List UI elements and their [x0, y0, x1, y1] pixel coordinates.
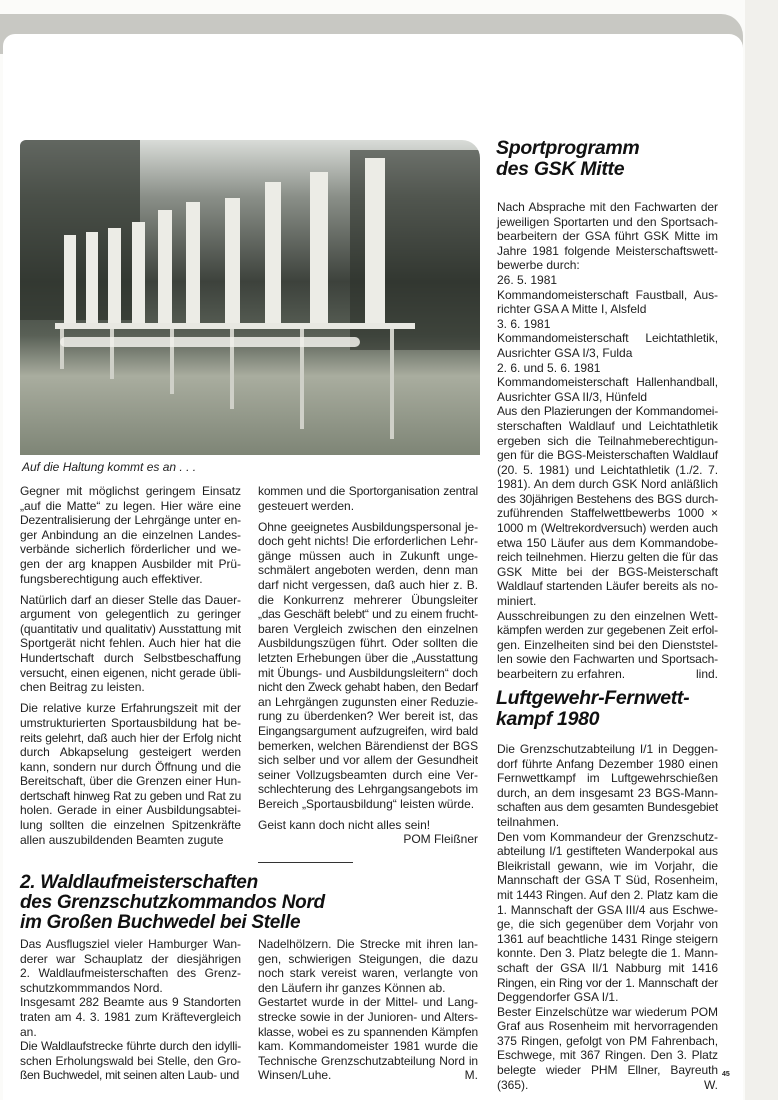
- text-line: [497, 1063, 718, 1078]
- text-line: [20, 636, 241, 651]
- text-line: [497, 273, 718, 288]
- text-line-content: Jahre 1981 folgende Meisterschaftswett-: [497, 243, 718, 258]
- text-line: [497, 506, 718, 521]
- text-line-content: Gestartet wurde in der Mittel- und Lang-: [258, 995, 478, 1010]
- text-line-content: Waldlauf startenden Läufer bereits als no-: [497, 579, 718, 594]
- text-line-content: gen der arg knappen Ausbilder mit Prü-: [20, 556, 241, 571]
- text-line-content: reich teilnehmen. Hierzu gelten die für das: [497, 550, 718, 565]
- text-line-content: klasse, wobei es zu spannenden Kämpfen: [258, 1024, 478, 1039]
- paragraph: [258, 937, 478, 995]
- text-line-content: reits gelehrt, daß auch hier der Erfolg nicht: [20, 730, 241, 745]
- text-line-content: bearbeitern zu erfahren.: [497, 667, 626, 681]
- text-line: [497, 200, 718, 215]
- text-line-content: des 30jährigen Bestehens des BGS durch-: [497, 491, 718, 506]
- text-line: [497, 521, 718, 536]
- text-line: [20, 789, 241, 804]
- text-line-content: Graf aus Rosenheim mit hervorragenden: [497, 1019, 718, 1034]
- text-line: [497, 434, 718, 449]
- headline-line: im Großen Buchwedel bei Stelle: [20, 912, 301, 933]
- text-line-content: bearbeitern der GSA führt GSK Mitte im: [497, 229, 718, 244]
- text-line-content: baren Vergleich zwischen den einzelnen: [258, 621, 478, 636]
- text-line-content: 2. 6. und 5. 6. 1981: [497, 360, 601, 375]
- text-line: [20, 528, 241, 543]
- text-line-content: Ausrichter GSA I/3, Fulda: [497, 345, 633, 360]
- text-line-content: Fernwettkampf im Luftgewehrschießen: [497, 771, 718, 786]
- text-line-content: dertschaft hinweg Rat zu geben und Rat zu: [20, 788, 241, 803]
- text-line-content: (20. 5. 1981) und Leichtathletik (1./2. 7.: [497, 462, 718, 477]
- text-line: [497, 594, 718, 609]
- text-line: [258, 818, 478, 833]
- text-line-content: mit Übungs- und Ausbildungsleitern“ doch: [258, 665, 478, 680]
- text-line-content: traten am 4. 3. 1981 zum Kräftevergleich: [20, 1009, 241, 1024]
- paragraph: [497, 331, 718, 360]
- page-margin: [745, 0, 778, 1100]
- text-line: [258, 607, 478, 622]
- text-line-content: Bleikristall gewann, wie im Vorjahr, die: [497, 858, 718, 873]
- text-line: [497, 830, 718, 845]
- paragraph: [20, 937, 241, 995]
- text-line-content: richter GSA A Mitte I, Alsfeld: [497, 302, 647, 317]
- sportprogramm-headline: [496, 138, 639, 180]
- text-line: [20, 774, 241, 789]
- headline-line: Luftgewehr-Fernwett-: [496, 687, 690, 709]
- text-line-content: kämpfen werden zur gegebenen Zeit erfol-: [497, 623, 718, 638]
- text-line-content: 1. Mannschaft der GSA III/4 aus Eschwe-: [497, 902, 718, 917]
- text-line-content: ßen Buchwedel, mit seinen alten Laub- und: [20, 1068, 240, 1083]
- text-line: [20, 937, 241, 952]
- text-line: [497, 579, 718, 594]
- text-line-content: strecke sowie in der Junioren- und Alters-: [258, 1009, 478, 1024]
- text-line: [20, 952, 241, 967]
- training-article-column-2: [258, 484, 478, 839]
- author-initials: lind.: [695, 667, 718, 681]
- text-line-content: ger Anbindung an die einzelnen Landes-: [20, 527, 241, 542]
- text-line-content: mit 1443 Ringen. Auf den 2. Platz kam die: [497, 887, 718, 902]
- text-line-content: Kommandomeisterschaft Hallenhandball,: [497, 375, 718, 390]
- photo-caption: Auf die Haltung kommt es an . . .: [22, 460, 197, 474]
- text-line-content: Bereitschaft, über die Grenzen einer Hun-: [20, 774, 241, 789]
- text-line: [20, 803, 241, 818]
- text-line-content: letzten Erhebungen über die „Ausstattung: [258, 651, 478, 666]
- text-line-content: Technische Grenzschutzabteilung Nord in: [258, 1053, 478, 1068]
- paragraph: [258, 484, 478, 513]
- text-line: [20, 1054, 241, 1069]
- training-article-column-1: [20, 484, 241, 854]
- waldlauf-column-1: [20, 937, 241, 1083]
- text-line: [497, 873, 718, 888]
- text-line: [497, 771, 718, 786]
- text-line-content: Den vom Kommandeur der Grenzschutz-: [497, 829, 718, 844]
- text-line-content: Nach Absprache mit den Fachwarten der: [497, 200, 718, 214]
- text-line-content: 1981). An dem durch GSK Nord anläßlich: [497, 477, 718, 492]
- text-line-content: bewerbe durch:: [497, 258, 580, 273]
- text-line-content: Ohne geeignetes Ausbildungspersonal je-: [258, 519, 478, 534]
- text-line-content: 375 Ringen, gefolgt von PM Fahrenbach,: [497, 1033, 718, 1048]
- text-line: [497, 1005, 718, 1020]
- text-line-content: abteilung I/1 gestifteten Wanderpokal aus: [497, 844, 718, 859]
- text-line: [258, 499, 478, 514]
- text-line: [258, 636, 478, 651]
- text-line: [258, 1054, 478, 1069]
- text-line: [20, 760, 241, 775]
- text-line: [258, 622, 478, 637]
- text-line: [497, 463, 718, 478]
- text-line-content: kann, sondern nur durch Öffnung und die: [20, 759, 241, 774]
- sportprogramm-body: [497, 200, 718, 682]
- text-line: [497, 844, 718, 859]
- text-line: [20, 666, 241, 681]
- text-line-content: kam. Kommandomeister 1981 wurde die: [258, 1039, 478, 1054]
- headline-line: des GSK Mitte: [496, 158, 625, 180]
- text-line: [258, 709, 478, 724]
- text-line: [258, 593, 478, 608]
- headline-line: 2. Waldlaufmeisterschaften: [20, 872, 258, 893]
- paragraph: [497, 288, 718, 317]
- text-line-content: Insgesamt 282 Beamte aus 9 Standorten: [20, 995, 241, 1010]
- text-line: [258, 484, 478, 499]
- text-line-content: Winsen/Luhe.: [258, 1068, 332, 1083]
- text-line-content: Mannschaft der GSA T Süd, Rosenheim,: [497, 873, 718, 888]
- text-line: [497, 990, 718, 1005]
- text-line: [497, 932, 718, 947]
- text-line: [20, 1025, 241, 1040]
- luftgewehr-body: [497, 742, 718, 1092]
- text-line: [497, 859, 718, 874]
- text-line: [20, 745, 241, 760]
- text-line-content: schaften aus dem gesamten Bundesgebiet: [497, 800, 718, 815]
- section-divider: [258, 862, 353, 863]
- text-line: [258, 563, 478, 578]
- text-line-content: allen auszubildenden Beamten zugute: [20, 832, 224, 847]
- text-line-content: Eschwege, mit 367 Ringen. Den 3. Platz: [497, 1048, 718, 1063]
- text-line-content: ergeben sich die Teilnahmeberechtigun-: [497, 433, 718, 448]
- paragraph: [497, 200, 718, 273]
- text-line-content: 1361 auf beachtliche 1431 Ringe steigern: [497, 931, 718, 946]
- text-line: [20, 593, 241, 608]
- text-line: [497, 1078, 718, 1093]
- text-line: [258, 952, 478, 967]
- text-line-content: darf nicht vergessen, daß auch hier z. B.: [258, 578, 478, 593]
- text-line: [20, 622, 241, 637]
- text-line-content: schutzkommmandos Nord.: [20, 980, 163, 995]
- text-line-content: nicht den Zweck gehabt haben, den Bedarf: [258, 680, 478, 695]
- text-line-content: 3. 6. 1981: [497, 316, 551, 331]
- paragraph: [497, 375, 718, 404]
- text-line-content: verbände sicherlich förderlicher und we-: [20, 542, 241, 557]
- text-line: [258, 680, 478, 695]
- text-line-content: teilnahmen.: [497, 814, 560, 829]
- text-line-content: Kommandomeisterschaft Faustball, Aus-: [497, 287, 718, 302]
- text-line-content: Die Waldlaufstrecke führte durch den idylli-: [20, 1039, 241, 1054]
- text-line-content: sterschaften Waldlauf und Leichtathletik: [497, 418, 718, 433]
- text-line-content: schaft der GSA II/1 Nabburg mit 1416: [497, 960, 718, 975]
- text-line: [20, 1039, 241, 1054]
- text-line-content: 1000 m (Weltrekordversuch) werden auch: [497, 521, 718, 536]
- text-line: [497, 302, 718, 317]
- text-line: [258, 739, 478, 754]
- text-line: [20, 731, 241, 746]
- text-line-content: Natürlich darf an dieser Stelle das Dauer-: [20, 592, 241, 607]
- headline-line: des Grenzschutzkommandos Nord: [20, 892, 325, 913]
- headline-line: Sportprogramm: [496, 137, 640, 159]
- text-line: [497, 815, 718, 830]
- text-line: [497, 565, 718, 580]
- text-line: [258, 1010, 478, 1025]
- text-line: [258, 1068, 478, 1083]
- text-line: [258, 1025, 478, 1040]
- paragraph: [497, 361, 718, 376]
- text-line-content: gen, schwierigen Steigungen, die dazu: [258, 951, 478, 966]
- text-line-content: Nadelhölzern. Die Strecke mit ihren lan-: [258, 937, 478, 951]
- text-line: [497, 361, 718, 376]
- text-line-content: (365).: [497, 1077, 529, 1092]
- text-line-content: Kommandomeisterschaft Leichtathletik,: [497, 331, 718, 346]
- text-line-content: ge, die sich gegenüber dem Vorjahr von: [497, 917, 718, 932]
- text-line-content: Die relative kurze Erfahrungszeit mit der: [20, 701, 241, 716]
- photo-illustration: [20, 140, 480, 455]
- text-line: [497, 244, 718, 259]
- text-line-content: Deggendorfer GSA I/1.: [497, 990, 619, 1005]
- text-line-content: Das Ausflugsziel vieler Hamburger Wan-: [20, 937, 241, 951]
- text-line-content: die Konkurrenz mehrerer Übungsleiter: [258, 592, 478, 607]
- text-line: [497, 550, 718, 565]
- waldlauf-headline: [20, 873, 325, 933]
- text-line-content: Die Grenzschutzabteilung I/1 in Deggen-: [497, 742, 718, 756]
- text-line: [497, 976, 718, 991]
- text-line: [20, 572, 241, 587]
- text-line: [497, 786, 718, 801]
- text-line-content: zuführenden Staffelwettbewerbs 1000 ×: [497, 506, 718, 521]
- text-line: [497, 536, 718, 551]
- text-line: [497, 229, 718, 244]
- text-line: [258, 1039, 478, 1054]
- training-article-signature: POM Fleißner: [403, 832, 478, 846]
- text-line: [20, 499, 241, 514]
- text-line: [258, 782, 478, 797]
- text-line: [497, 667, 718, 682]
- text-line-content: 2. Waldlaufmeisterschaften des Grenz-: [20, 966, 241, 981]
- text-line: [20, 716, 241, 731]
- text-line: [497, 477, 718, 492]
- text-line-content: schen Erholungswald bei Stelle, den Gro-: [20, 1053, 241, 1068]
- text-line: [258, 981, 478, 996]
- text-line-content: rung zu überdenken? Wer bereit ist, das: [258, 709, 478, 724]
- text-line: [20, 701, 241, 716]
- text-line: [258, 937, 478, 952]
- text-line: [497, 1019, 718, 1034]
- text-line: [497, 258, 718, 273]
- text-line-content: Ringen, ein Ring vor der 1. Mannschaft der: [497, 975, 718, 990]
- text-line-content: GSK Mitte bei der BGS-Meisterschaft: [497, 564, 718, 579]
- text-line-content: fungsberechtigung auch effektiver.: [20, 571, 203, 586]
- text-line-content: schlechterung des Lehrgangsangebots im: [258, 782, 478, 797]
- text-line-content: „auf die Matte“ zu legen. Hier wäre eine: [20, 498, 241, 513]
- text-line-content: an Lehrgängen zugunsten einer Reduzie-: [258, 694, 478, 709]
- text-line: [497, 390, 718, 405]
- text-line-content: Eingangsargument aufzugreifen, wird bald: [258, 724, 478, 738]
- text-line-content: (quantitativ und qualitativ) Ausstattung mit: [20, 621, 241, 636]
- text-line-content: doch geht nichts! Die erforderlichen Lehr-: [258, 534, 478, 549]
- text-line: [497, 1034, 718, 1049]
- text-line-content: sich selber und vor allem der Gesundheit: [258, 753, 478, 768]
- text-line: [20, 484, 241, 499]
- text-line-content: durch Abkapselung gesteigert werden: [20, 745, 241, 760]
- paragraph: [258, 995, 478, 1083]
- text-line-content: Bester Einzelschütze war wiederum POM: [497, 1004, 718, 1019]
- text-line: [258, 966, 478, 981]
- text-line-content: Sportgerät nicht fehlen. Auch hier hat die: [20, 636, 241, 651]
- text-line-content: noch stark vereist waren, verlangte von: [258, 966, 478, 981]
- text-line: [497, 623, 718, 638]
- paragraph: [497, 273, 718, 288]
- text-line: [20, 542, 241, 557]
- text-line-content: schmälert angeboten werden, denn man: [258, 563, 478, 578]
- text-line-content: 26. 5. 1981: [497, 272, 558, 287]
- paragraph: [497, 317, 718, 332]
- text-line: [258, 797, 478, 812]
- paragraph: [258, 818, 478, 833]
- paragraph: [497, 830, 718, 1005]
- text-line-content: jeweiligen Sportarten und den Sportsach-: [497, 214, 718, 229]
- author-initials: W.: [704, 1077, 718, 1092]
- text-line-content: Gegner mit möglichst geringem Einsatz: [20, 484, 241, 498]
- text-line-content: konnte. Den 3. Platz belegte die 1. Mann-: [497, 946, 718, 961]
- text-line: [258, 534, 478, 549]
- text-line-content: etwa 150 Läufer aus dem Kommandobe-: [497, 535, 718, 550]
- paragraph: [20, 593, 241, 695]
- text-line: [258, 695, 478, 710]
- text-line: [497, 917, 718, 932]
- luftgewehr-headline: [496, 688, 689, 730]
- text-line: [20, 966, 241, 981]
- paragraph: [20, 484, 241, 586]
- text-line-content: dorf führte Anfang Dezember 1980 einen: [497, 756, 718, 771]
- author-initials: M.: [464, 1068, 478, 1083]
- text-line-content: holen. Gerade in einer Ausbildungsabtei-: [20, 803, 241, 818]
- text-line: [20, 833, 241, 848]
- text-line: [497, 800, 718, 815]
- text-line-content: Geist kann doch nicht alles sein!: [258, 818, 431, 833]
- text-line-content: gen für die BGS-Meisterschaften Waldlauf: [497, 448, 718, 463]
- text-line: [497, 1048, 718, 1063]
- text-line: [497, 215, 718, 230]
- text-line: [497, 903, 718, 918]
- text-line-content: gen. Einzelheiten sind bei den Dienststel-: [497, 637, 718, 652]
- text-line: [20, 651, 241, 666]
- text-line-content: versucht, einen eigenen, nicht gerade übli-: [20, 665, 241, 680]
- paragraph: [20, 701, 241, 847]
- text-line-content: Ausschreibungen zu den einzelnen Wett-: [497, 608, 718, 623]
- text-line: [497, 492, 718, 507]
- text-line-content: Aus den Plazierungen der Kommandomei-: [497, 404, 718, 419]
- text-line-content: belegte wieder PHM Ellner, Bayreuth: [497, 1063, 718, 1078]
- text-line-content: lung sollten die einzelnen Spitzenkräfte: [20, 818, 241, 833]
- text-line: [258, 651, 478, 666]
- paragraph: [258, 520, 478, 812]
- text-line-content: seiner Vollzugsbeamten durch eine Ver-: [258, 767, 478, 782]
- text-line: [497, 961, 718, 976]
- text-line: [20, 1068, 241, 1083]
- waldlauf-column-2: [258, 937, 478, 1083]
- text-line: [497, 317, 718, 332]
- text-line-content: Ausbildungszügen führt. Oder sollten die: [258, 636, 478, 651]
- text-line-content: Hundertschaft durch Selbstbeschaffung: [20, 651, 241, 666]
- text-line: [497, 652, 718, 667]
- text-line: [497, 375, 718, 390]
- text-line: [497, 448, 718, 463]
- text-line-content: len sowie den Fachwarten und Sportsach-: [497, 652, 718, 667]
- text-line: [497, 288, 718, 303]
- text-line: [20, 995, 241, 1010]
- text-line: [20, 981, 241, 996]
- text-line: [20, 818, 241, 833]
- text-line: [258, 520, 478, 535]
- text-line: [497, 404, 718, 419]
- text-line: [20, 557, 241, 572]
- text-line-content: chen Beitrag zu leisten.: [20, 680, 145, 695]
- paragraph: [497, 742, 718, 830]
- page-number: 45: [722, 1071, 730, 1078]
- text-line: [497, 331, 718, 346]
- text-line: [497, 609, 718, 624]
- text-line: [258, 666, 478, 681]
- text-line-content: Ausrichter GSA II/3, Hünfeld: [497, 389, 648, 404]
- text-line: [20, 680, 241, 695]
- text-line: [258, 995, 478, 1010]
- text-line: [497, 346, 718, 361]
- text-line-content: Bereich „Sportausbildung“ leisten würde.: [258, 796, 475, 811]
- text-line: [20, 607, 241, 622]
- text-line: [258, 578, 478, 593]
- text-line: [497, 742, 718, 757]
- headline-line: kampf 1980: [496, 708, 600, 730]
- paragraph: [20, 1039, 241, 1083]
- paragraph: [497, 609, 718, 682]
- text-line-content: „das Geschäft belebt“ und zu einem frucht-: [258, 607, 478, 622]
- paragraph: [20, 995, 241, 1039]
- text-line: [20, 1010, 241, 1025]
- text-line-content: gänge müssen auch in Zukunft unge-: [258, 548, 478, 563]
- text-line: [258, 753, 478, 768]
- text-line-content: argument von gelegentlich zu geringer: [20, 607, 241, 622]
- gymnastics-photo: [20, 140, 480, 455]
- text-line: [20, 513, 241, 528]
- text-line-content: kommen und die Sportorganisation zentral: [258, 484, 478, 498]
- text-line: [258, 768, 478, 783]
- text-line-content: bemerken, welchen Bärendienst der BGS: [258, 738, 478, 753]
- text-line-content: durch, an dem insgesamt 23 BGS-Mann-: [497, 785, 718, 800]
- text-line: [497, 946, 718, 961]
- text-line: [497, 888, 718, 903]
- text-line-content: umstrukturierten Sportausbildung hat be-: [20, 715, 241, 730]
- text-line-content: an.: [20, 1024, 37, 1039]
- text-line-content: miniert.: [497, 594, 537, 609]
- text-line-content: Dezentralisierung der Lehrgänge unter en-: [20, 513, 241, 528]
- paragraph: [497, 404, 718, 608]
- text-line: [497, 757, 718, 772]
- text-line: [258, 549, 478, 564]
- paragraph: [497, 1005, 718, 1093]
- text-line: [258, 724, 478, 739]
- text-line-content: den Läufern ihr ganzes Können ab.: [258, 980, 446, 995]
- text-line: [497, 638, 718, 653]
- text-line-content: derer war Schauplatz der diesjährigen: [20, 951, 241, 966]
- text-line-content: gesteuert werden.: [258, 498, 355, 513]
- text-line: [497, 419, 718, 434]
